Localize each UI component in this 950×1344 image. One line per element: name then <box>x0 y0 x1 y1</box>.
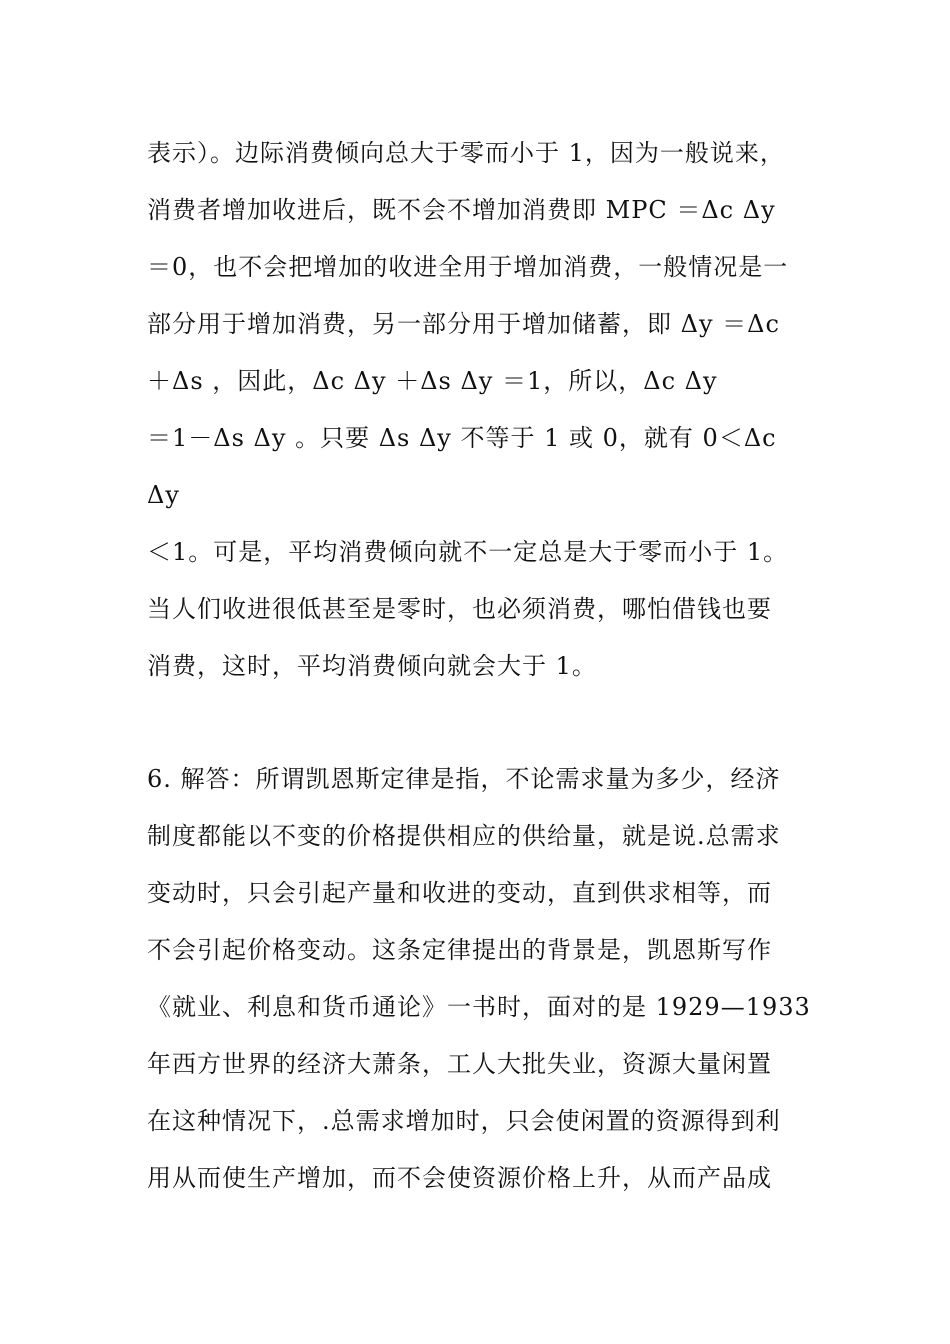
text-line: 消费者增加收进后，既不会不增加消费即 MPC ＝Δc Δy <box>147 196 776 224</box>
text-line: 《就业、利息和货币通论》一书时，面对的是 1929—1933 <box>147 993 811 1021</box>
text-line: ＋Δs ，因此，Δc Δy ＋Δs Δy ＝1，所以，Δc Δy <box>147 367 718 395</box>
text-line: 在这种情况下，.总需求增加时，只会使闲置的资源得到利 <box>147 1107 781 1135</box>
text-line: ＝0，也不会把增加的收进全用于增加消费，一般情况是一 <box>147 253 789 281</box>
text-line: 当人们收进很低甚至是零时，也必须消费，哪怕借钱也要 <box>147 595 772 623</box>
text-line: 不会引起价格变动。这条定律提出的背景是，凯恩斯写作 <box>147 936 772 964</box>
text-line: ＜1。可是，平均消费倾向就不一定总是大于零而小于 1。 <box>147 538 789 566</box>
text-line: 变动时，只会引起产量和收进的变动，直到供求相等，而 <box>147 879 772 907</box>
text-line: Δy <box>147 481 180 509</box>
text-line: 6. 解答：所谓凯恩斯定律是指，不论需求量为多少，经济 <box>147 765 781 793</box>
text-line: 消费，这时，平均消费倾向就会大于 1。 <box>147 652 597 680</box>
text-line: 年西方世界的经济大萧条，工人大批失业，资源大量闲置 <box>147 1050 772 1078</box>
text-line: 部分用于增加消费，另一部分用于增加储蓄，即 Δy ＝Δc <box>147 310 780 338</box>
text-line: 用从而使生产增加，而不会使资源价格上升，从而产品成 <box>147 1164 772 1192</box>
text-line: 制度都能以不变的价格提供相应的供给量，就是说.总需求 <box>147 822 781 850</box>
text-line: ＝1－Δs Δy 。只要 Δs Δy 不等于 1 或 0，就有 0＜Δc <box>147 424 777 452</box>
text-line: 表示）。边际消费倾向总大于零而小于 1，因为一般说来， <box>147 139 785 167</box>
